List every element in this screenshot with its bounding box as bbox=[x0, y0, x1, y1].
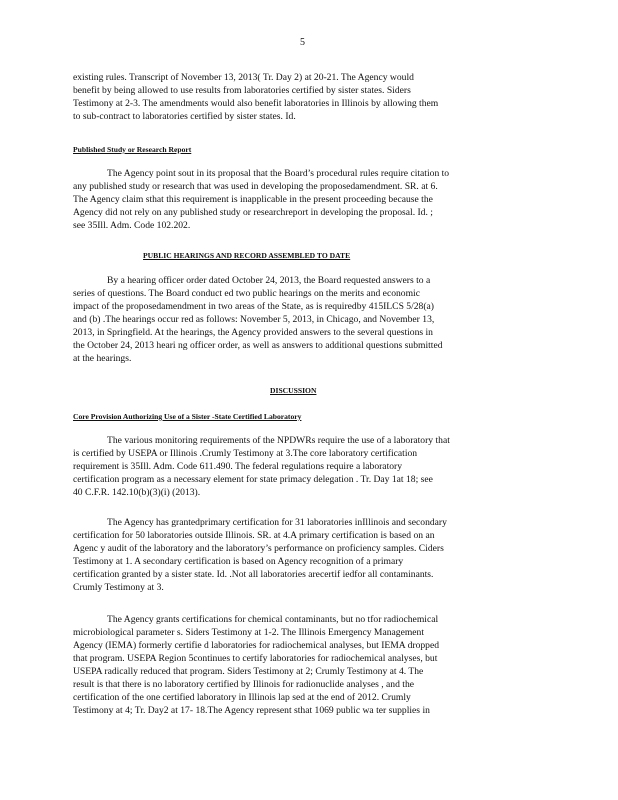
text-line: Testimony at 2-3. The amendments would also benefit laboratories in Illinois by allowing them bbox=[73, 98, 439, 109]
text-line: The Agency claim sthat this requirement is inapplicable in the present proceeding because the bbox=[73, 194, 433, 205]
text-line: Crumly Testimony at 3. bbox=[73, 582, 164, 593]
text-line: 40 C.F.R. 142.10(b)(3)(i) (2013). bbox=[73, 487, 201, 498]
text-line: series of questions. The Board conduct ed two public hearings on the merits and economic bbox=[73, 288, 420, 299]
text-line: certification of the one certified laboratory in Illinois lap sed at the end of 2012. Crumly bbox=[73, 692, 411, 703]
text-line: benefit by being allowed to use results from laboratories certified by sister states. Siders bbox=[73, 85, 411, 96]
text-line: any published study or research that was used in developing the proposedamendment. SR. at 6. bbox=[73, 181, 438, 192]
text-line: Agency (IEMA) formerly certifie d laboratories for radiochemical analyses, but IEMA dropped bbox=[73, 640, 440, 651]
text-line: the October 24, 2013 heari ng officer order, as well as answers to additional questions submitted bbox=[73, 340, 443, 351]
heading-published-study: Published Study or Research Report bbox=[73, 145, 192, 154]
text-line: 2013, in Springfield. At the hearings, the Agency provided answers to the several questions in bbox=[73, 327, 433, 338]
text-line: The Agency grants certifications for chemical contaminants, but no tfor radiochemical bbox=[107, 614, 439, 625]
text-line: result is that there is no laboratory certified by Illinois for radionuclide analyses , and the bbox=[73, 679, 415, 690]
text-line: is certified by USEPA or Illinois .Crumly Testimony at 3.The core laboratory certification bbox=[73, 448, 418, 459]
text-line: impact of the proposedamendment in two areas of the State, as is requiredby 415ILCS 5/28(a) bbox=[73, 301, 435, 312]
text-line: The Agency point sout in its proposal that the Board’s procedural rules require citation to bbox=[107, 168, 450, 179]
text-line: Agency did not rely on any published study or researchreport in developing the proposal. Id. ; bbox=[73, 207, 433, 218]
text-line: certification program as a necessary element for state primacy delegation . Tr. Day 1at 18; see bbox=[73, 474, 433, 485]
heading-public-hearings: PUBLIC HEARINGS AND RECORD ASSEMBLED TO DATE bbox=[143, 251, 351, 260]
paragraph-grants-certifications bbox=[73, 613, 539, 717]
text-line: and (b) .The hearings occur red as follows: November 5, 2013, in Chicago, and November 13, bbox=[73, 314, 435, 325]
text-line: Testimony at 1. A secondary certification is based on Agency recognition of a primary bbox=[73, 556, 404, 567]
text-line: The Agency has grantedprimary certification for 31 laboratories inIllinois and secondary bbox=[107, 517, 447, 528]
text-line: requirement is 35Ill. Adm. Code 611.490. The federal regulations require a laboratory bbox=[73, 461, 403, 472]
text-line: that program. USEPA Region 5continues to certify laboratories for radiochemical analyses, but bbox=[73, 653, 438, 664]
text-line: The various monitoring requirements of the NPDWRs require the use of a laboratory that bbox=[107, 435, 450, 446]
paragraph-granted-certification bbox=[73, 516, 539, 594]
text-line: Testimony at 4; Tr. Day2 at 17- 18.The Agency represent sthat 1069 public wa ter supplies in bbox=[73, 705, 430, 716]
heading-core-provision: Core Provision Authorizing Use of a Sister -State Certified Laboratory bbox=[73, 412, 302, 421]
paragraph-published bbox=[73, 167, 539, 232]
text-line: see 35Ill. Adm. Code 102.202. bbox=[73, 220, 191, 231]
text-line: Agenc y audit of the laboratory and the laboratory’s performance on proficiency samples. Ciders bbox=[73, 543, 444, 554]
text-line: existing rules. Transcript of November 13, 2013( Tr. Day 2) at 20-21. The Agency would bbox=[73, 72, 414, 83]
text-line: certification for 50 laboratories outside Illinois. SR. at 4.A primary certification is based on an bbox=[73, 530, 435, 541]
text-line: microbiological parameter s. Siders Testimony at 1-2. The Illinois Emergency Management bbox=[73, 627, 425, 638]
text-line: to sub-contract to laboratories certified by sister states. Id. bbox=[73, 111, 296, 122]
paragraph-core-provision bbox=[73, 434, 539, 499]
text-line: at the hearings. bbox=[73, 353, 132, 364]
heading-discussion: DISCUSSION bbox=[270, 386, 317, 395]
text-line: By a hearing officer order dated October 24, 2013, the Board requested answers to a bbox=[107, 275, 431, 286]
paragraph-top bbox=[73, 71, 539, 123]
paragraph-public-hearings bbox=[73, 274, 539, 365]
text-line: certification granted by a sister state. Id. .Not all laboratories arecertif iedfor all contaminants. bbox=[73, 569, 434, 580]
page-number: 5 bbox=[300, 37, 305, 48]
text-line: USEPA radically reduced that program. Siders Testimony at 2; Crumly Testimony at 4. The bbox=[73, 666, 424, 677]
